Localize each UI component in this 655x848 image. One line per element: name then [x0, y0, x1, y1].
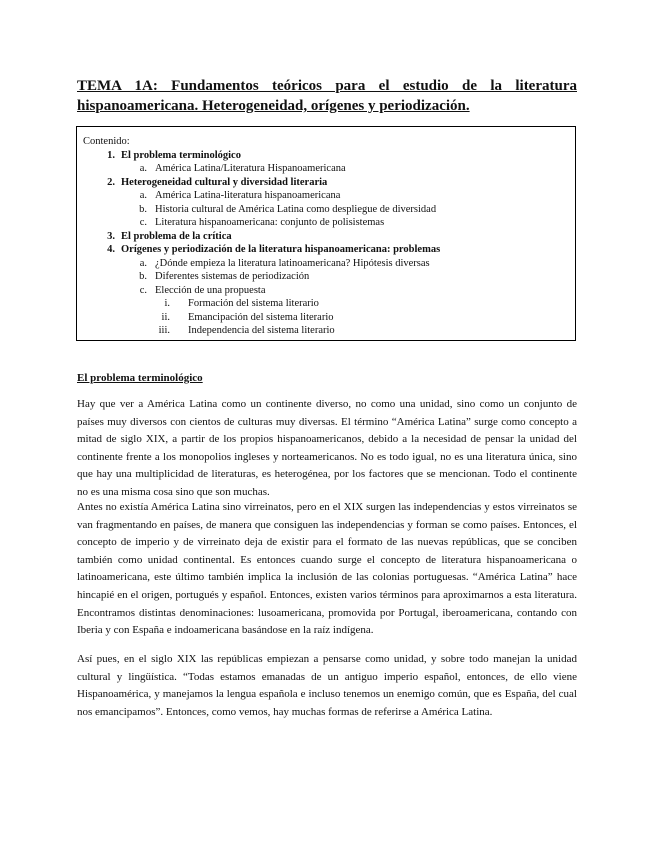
subitem-roman: iii. [158, 325, 170, 336]
section-label: El problema terminológico [121, 149, 241, 161]
body-paragraph: Antes no existía América Latina sino virreinatos, pero en el XIX surgen las independencias y estos virreinatos se van fragmentando en países, de manera que consiguen las independencias y forman se como países. Entonces, el concepto de imperio y de virreinato deja de existir para el formato de las nuevas repúblicas, que se conciben también como unidad continental. Es entonces cuando surge el concepto de literatura hispanoamericana o latinoamericana, este último también implica la inclusión de las colonias portuguesas. “América Latina” hace hincapié en el origen, portugués y español. Entonces, existen varios términos para aproximarnos a esta literatura. Encontramos distintas denominaciones: lusoamericana, promovida por Portugal, iberoamericana, contando con Iberia y con España e indoamericana basándose en la raíz indígena. [77, 501, 577, 637]
section-label: Heterogeneidad cultural y diversidad literaria [121, 176, 328, 188]
body-paragraph: Así pues, en el siglo XIX las repúblicas empiezan a pensarse como unidad, y sobre todo manejan la unidad cultural y lingüística. “Todas estamos emanadas de un antiguo imperio español, entonces, de ello viene Hispanoamérica, y manejamos la lengua española e incluso tenemos un enemigo común, que es España, del cual nos emancipamos”. Entonces, como vemos, hay muchas formas de referirse a América Latina. [77, 653, 577, 718]
contents-section [83, 243, 569, 257]
subitem-label: Emancipación del sistema literario [188, 311, 334, 323]
contents-subitem [83, 297, 569, 311]
section-number: 3. [107, 230, 115, 242]
contents-item [83, 216, 569, 230]
item-letter: a. [139, 190, 147, 201]
subitem-label: Independencia del sistema literario [188, 325, 335, 336]
subitem-roman: i. [164, 298, 170, 309]
contents-label: Contenido: [83, 136, 130, 147]
section-label: Orígenes y periodización de la literatura hispanoamericana: problemas [121, 244, 441, 255]
contents-subitem [83, 311, 569, 325]
contents-item [83, 203, 569, 217]
section-number: 2. [107, 176, 115, 188]
section-label: El problema de la crítica [121, 230, 232, 242]
contents-box [76, 126, 576, 341]
section-number: 4. [107, 244, 115, 255]
body-paragraph: Hay que ver a América Latina como un continente diverso, no como una unidad, sino como un conjunto de países muy diversos con cientos de culturas muy diversas. El término “América Latina” surge como concepto a mitad de siglo XIX, a partir de los propios hispanoamericanos, debido a la necesidad de pensar la unidad del continente frente a los monopolios ingleses y norteamericanos. No es todo igual, no es una literatura única, sino que hay una multiplicidad de literaturas, es heterogénea, por los factores que se mencionan. Todo el continente no es una misma cosa sino que son muchas. [77, 398, 577, 498]
item-letter: a. [139, 257, 147, 269]
section-number: 1. [107, 149, 115, 161]
contents-section [83, 176, 569, 190]
subitem-roman: ii. [161, 311, 170, 323]
item-label: Historia cultural de América Latina como despliegue de diversidad [155, 203, 437, 215]
item-label: Elección de una propuesta [155, 284, 266, 296]
contents-item [83, 257, 569, 271]
item-label: América Latina/Literatura Hispanoamericana [155, 163, 346, 174]
contents-item [83, 162, 569, 176]
contents-section [83, 230, 569, 244]
item-label: América Latina-literatura hispanoamericana [155, 190, 341, 201]
item-letter: c. [139, 284, 147, 296]
item-letter: b. [139, 271, 147, 282]
item-letter: a. [139, 163, 147, 174]
contents-item [83, 189, 569, 203]
item-label: Literatura hispanoamericana: conjunto de polisistemas [155, 217, 385, 228]
item-label: ¿Dónde empieza la literatura latinoamericana? Hipótesis diversas [155, 257, 430, 269]
item-letter: c. [139, 217, 147, 228]
section-heading: El problema terminológico [77, 372, 203, 384]
contents-section [83, 149, 569, 163]
contents-subitem [83, 324, 569, 338]
contents-item [83, 284, 569, 298]
contents-item [83, 270, 569, 284]
item-label: Diferentes sistemas de periodización [155, 271, 310, 282]
subitem-label: Formación del sistema literario [188, 298, 319, 309]
item-letter: b. [139, 203, 147, 215]
contents-list [83, 149, 569, 338]
document-title: TEMA 1A: Fundamentos teóricos para el estudio de la literatura hispanoamericana. Heterogeneidad, orígenes y periodización. [77, 78, 577, 114]
